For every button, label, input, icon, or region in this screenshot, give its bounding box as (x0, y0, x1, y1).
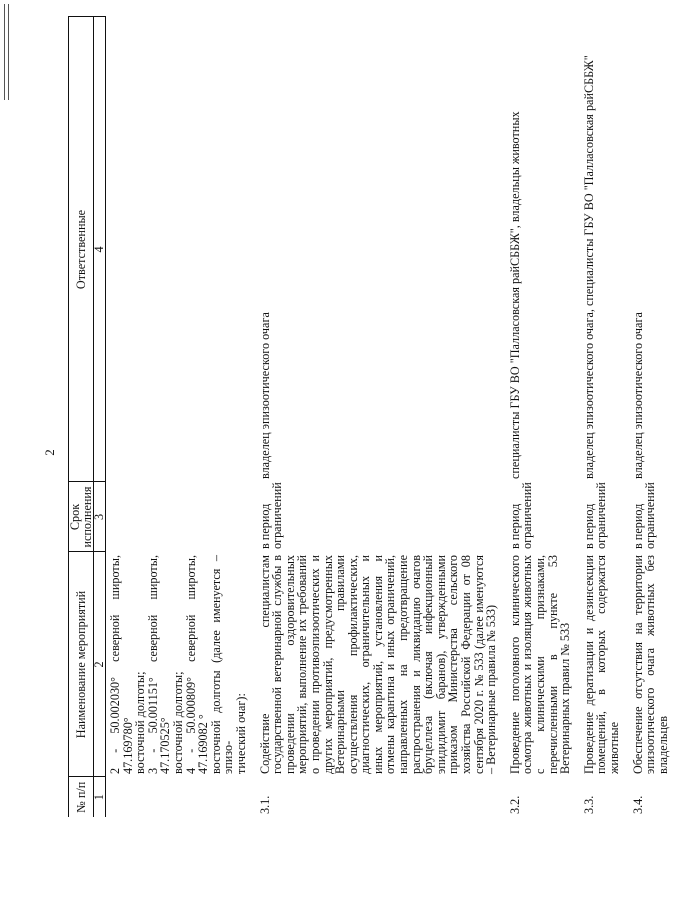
measure-name: Проведение поголовного клинического осмотра животных и изоляция животных с клиническими признаками, перечисленными в пункте 53 Ветеринарных правил № 533 (507, 555, 573, 774)
table-row-continuation (106, 17, 256, 817)
measure-term: в период ограничений (257, 482, 285, 549)
row-number: 3.2. (507, 795, 522, 814)
row-number: 3.3. (581, 795, 596, 814)
measure-responsible: владелец эпизоотического очага (257, 312, 272, 479)
coordinate-line: 3 - 50.001151° северной широты, 47.170525° (145, 555, 173, 774)
measure-responsible: владелец эпизоотического очага, специалисты ГБУ ВО "Палласовская райСББЖ" (581, 55, 596, 479)
measure-name: Содействие специалистам государственной ветеринарной службы в проведении оздоровительных мероприятий, выполнение их требований о проведении противоэпизоотических и других мероприятий, предусмотренных Ветеринарными правилами осуществления профилактических, диагностических, ограничительных и иных мероприятий, установления и отмены карантина и иных ограничений, направленных на предотвращение распространения и ликвидацию очагов бруцеллеза (включая инфекционный эпидидимит баранов), утвержденными приказом Министерства сельского хозяйства Российской Федерации от 08 сентября 2020 г. № 533 (далее именуются – Ветеринарные правила № 533) (257, 555, 499, 774)
coordinate-line: 4 - 50.000809° северной широты, 47.169082 ° (183, 555, 211, 774)
header-measure-name: Наименование мероприятий (69, 552, 94, 777)
measure-responsible: специалисты ГБУ ВО "Палласовская райСББЖ", владельцы животных (507, 111, 522, 479)
column-number: 3 (94, 482, 106, 552)
coordinate-line: восточной долготы (далее именуется – эпизо- (208, 555, 236, 774)
header-responsible: Ответственные (69, 17, 94, 482)
measure-responsible: владелец эпизоотического очага (630, 312, 645, 479)
column-number: 1 (94, 777, 106, 817)
measure-term: в период ограничений (581, 482, 609, 549)
row-number: 3.4. (630, 795, 645, 814)
coordinates-continuation (106, 552, 256, 777)
column-number-row (94, 17, 106, 817)
coordinate-line: тический очаг): (233, 693, 248, 774)
coordinate-line: восточной долготы; (133, 671, 148, 774)
measure-term: в период ограничений (507, 482, 535, 549)
row-number: 3.1. (257, 795, 272, 814)
coordinate-line: восточной долготы; (170, 671, 185, 774)
header-term: Срок исполнения (69, 482, 94, 552)
header-number: № п/п (69, 777, 94, 817)
page-number: 2 (42, 449, 57, 456)
table-row (580, 17, 629, 817)
measure-name: Обеспечение отсутствия на территории эпизоотического очага животных без владельцев (630, 555, 670, 774)
table-row (256, 17, 506, 817)
column-number: 4 (94, 17, 106, 482)
measures-table (68, 17, 677, 818)
table-header-row (69, 17, 94, 817)
table-row (506, 17, 580, 817)
table-row (629, 17, 677, 817)
scan-edge-mark (4, 4, 9, 100)
measure-name: Проведение дератизации и дезинсекции помещений, в которых содержатся животные (581, 555, 621, 774)
column-number: 2 (94, 552, 106, 777)
measure-term: в период ограничений (630, 482, 658, 549)
coordinate-line: 2 - 50.002030° северной широты, 47.169780° (108, 555, 135, 774)
